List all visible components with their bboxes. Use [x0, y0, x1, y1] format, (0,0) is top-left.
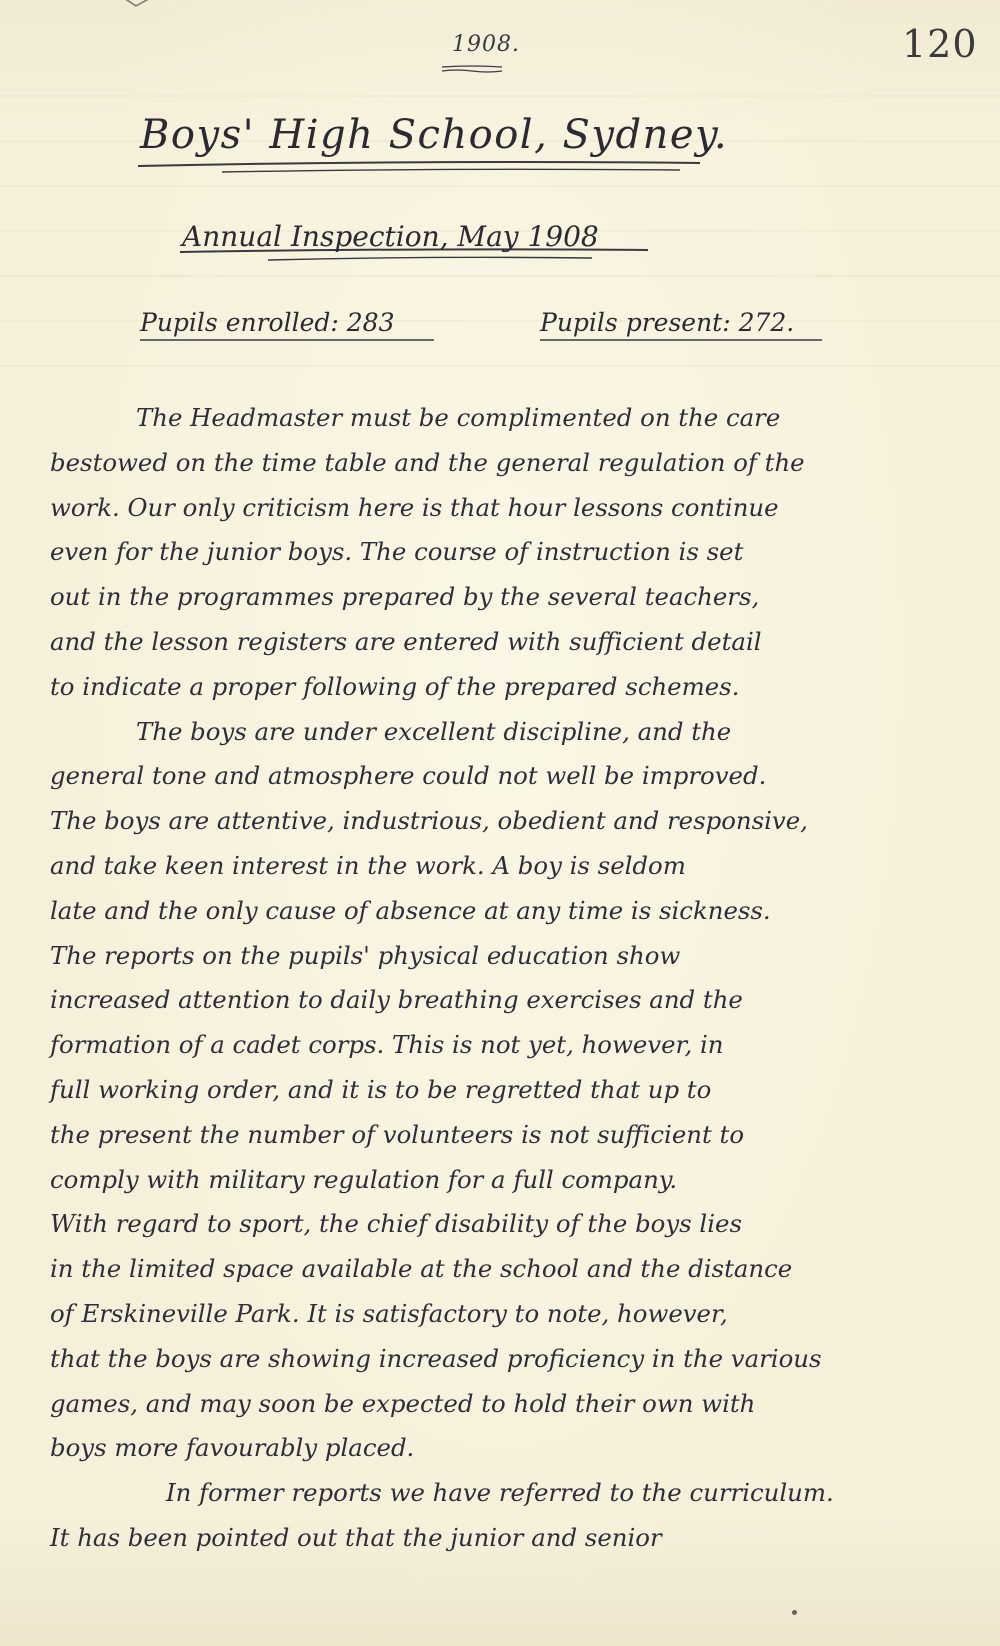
pupils-enrolled	[140, 308, 394, 337]
body-line: increased attention to daily breathing exercises and the	[50, 985, 743, 1015]
body-line: With regard to sport, the chief disability of the boys lies	[50, 1209, 742, 1239]
body-line: comply with military regulation for a full company.	[50, 1164, 678, 1194]
body-line: games, and may soon be expected to hold their own with	[50, 1388, 756, 1418]
body-line: bestowed on the time table and the general regulation of the	[50, 447, 805, 477]
body-line: and the lesson registers are entered with sufficient detail	[50, 626, 762, 656]
pupils-enrolled-value: 283	[346, 308, 395, 337]
page-subtitle: Annual Inspection, May 1908	[182, 220, 599, 253]
year-underline	[440, 64, 504, 74]
body-line: In former reports we have referred to the curriculum.	[166, 1478, 834, 1508]
pupils-present-label: Pupils present:	[540, 308, 731, 337]
ink-dot	[792, 1610, 797, 1615]
body-line: The boys are attentive, industrious, obedient and responsive,	[50, 806, 808, 836]
body-line: The Headmaster must be complimented on the care	[136, 403, 781, 432]
body-line: that the boys are showing increased proficiency in the various	[50, 1343, 822, 1373]
body-line: of Erskineville Park. It is satisfactory to note, however,	[50, 1298, 728, 1328]
pupils-enrolled-label: Pupils enrolled:	[140, 308, 339, 337]
body-line: even for the junior boys. The course of instruction is set	[50, 537, 744, 567]
body-line: the present the number of volunteers is not sufficient to	[50, 1119, 745, 1149]
body-line: formation of a cadet corps. This is not yet, however, in	[50, 1030, 724, 1060]
body-line: general tone and atmosphere could not well be improved.	[50, 761, 767, 791]
body-line: to indicate a proper following of the prepared schemes.	[50, 671, 740, 701]
body-line: and take keen interest in the work. A boy is seldom	[50, 850, 686, 880]
body-line: out in the programmes prepared by the several teachers,	[50, 582, 760, 612]
body-line: full working order, and it is to be regretted that up to	[50, 1074, 712, 1104]
report-body	[50, 396, 980, 1561]
corner-check-mark-icon	[122, 0, 156, 10]
page-number: 120	[902, 22, 978, 66]
body-line: The boys are under excellent discipline, and the	[136, 716, 732, 746]
body-line: work. Our only criticism here is that hour lessons continue	[50, 492, 779, 522]
body-line: It has been pointed out that the junior and senior	[50, 1522, 662, 1552]
body-line: The reports on the pupils' physical education show	[50, 940, 681, 970]
body-line: boys more favourably placed.	[50, 1433, 415, 1463]
body-line: in the limited space available at the school and the distance	[50, 1254, 793, 1284]
year-header: 1908.	[452, 32, 520, 57]
body-line: late and the only cause of absence at any time is sickness.	[50, 895, 771, 925]
page-title: Boys' High School, Sydney.	[140, 112, 729, 158]
pupils-present	[540, 308, 794, 337]
pupils-present-value: 272.	[738, 308, 795, 337]
